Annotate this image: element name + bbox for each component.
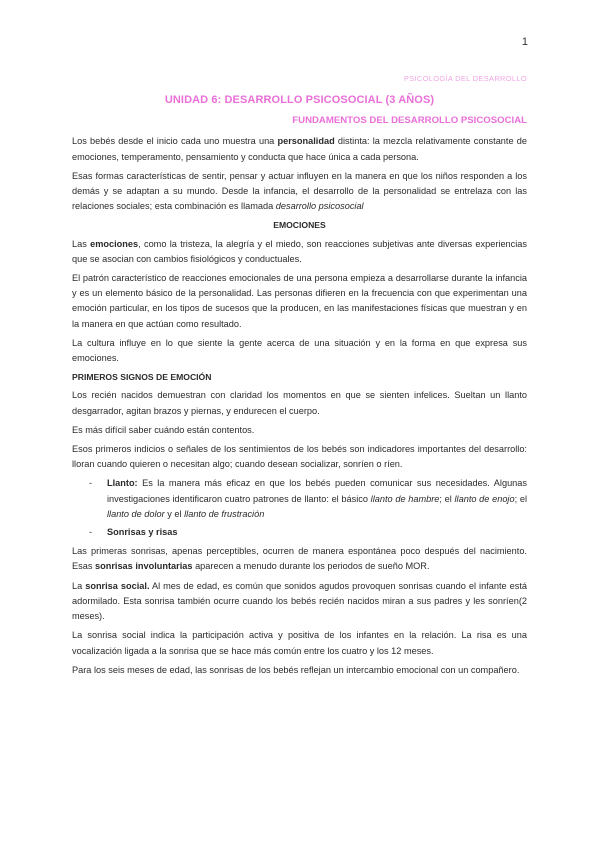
heading-primeros-signos: PRIMEROS SIGNOS DE EMOCIÓN <box>72 372 212 383</box>
paragraph-cultura: La cultura influye en lo que siente la gente acerca de una situación y en la forma en que expresa sus emociones. <box>72 337 527 364</box>
subject-header: PSICOLOGÍA DEL DESARROLLO <box>403 74 527 83</box>
paragraph-patron-emocional: El patrón característico de reacciones emocionales de una persona empieza a desarrollarse durante la infancia y es un elemento básico de la personalidad. Las personas difieren en la frecuencia con que experimentan una emoción particular, en los tipos de sucesos que la producen, en las manifestaciones físicas que muestran y en la manera en que actúan como resultado. <box>72 273 527 329</box>
section-title: FUNDAMENTOS DEL DESARROLLO PSICOSOCIAL <box>292 115 527 127</box>
term-sonrisas-involuntarias: sonrisas involuntarias <box>94 561 193 572</box>
term-sonrisas-risas: Sonrisas y risas <box>107 527 178 538</box>
paragraph-seis-meses: Para los seis meses de edad, las sonrisas de los bebés reflejan un intercambio emocional con un compañero. <box>72 664 520 675</box>
bullet-list <box>72 476 527 540</box>
paragraph-recien-nacidos: Los recién nacidos demuestran con claridad los momentos en que se sienten infelices. Sueltan un llanto desgarrador, agitan brazos y piernas, y endurecen el cuerpo. <box>72 390 527 416</box>
heading-emociones: EMOCIONES <box>273 220 326 231</box>
paragraph-sonrisa-social: La sonrisa social. Al mes de edad, es común que sonidos agudos provoquen sonrisas cuando el infante está adormilado. Esta sonrisa también ocurre cuando los bebés recién nacidos miran a sus padres y les sonríen(2 meses). <box>72 580 527 622</box>
unit-title: UNIDAD 6: DESARROLLO PSICOSOCIAL (3 AÑOS) <box>164 94 435 106</box>
paragraph-participacion: La sonrisa social indica la participación activa y positiva de los infantes en la relación. La risa es una vocalización ligada a la sonrisa que se hace más común entre los cuatro y los 12 meses. <box>72 630 527 656</box>
paragraph-desarrollo-psicosocial: Esas formas características de sentir, pensar y actuar influyen en la manera en que los niños responden a los demás y se adaptan a su mundo. Desde la infancia, el desarrollo de la personalidad se entrelaza con las relaciones sociales; esta combinación es llamada desarrollo psicosocial <box>72 170 527 212</box>
term-personalidad: personalidad <box>277 136 335 147</box>
paragraph-primeras-sonrisas: Las primeras sonrisas, apenas perceptibles, ocurren de manera espontánea poco después del nacimiento. Esas sonrisas involuntarias aparecen a menudo durante los periodos de sueño MOR. <box>72 546 527 572</box>
bullet-sonrisas <box>107 525 527 540</box>
bullet-llanto: - Llanto: Es la manera más eficaz en que los bebés pueden comunicar sus necesidades. Algunas investigaciones identificaron cuatro patrones de llanto: el básico llanto de hambre; el llanto de enojo; el llanto de dolor y el llanto de frustración <box>107 476 527 522</box>
term-desarrollo-psicosocial: desarrollo psicosocial <box>275 201 364 212</box>
document-body <box>72 93 527 682</box>
paragraph-indicios: Esos primeros indicios o señales de los sentimientos de los bebés son indicadores importantes del desarrollo: lloran cuando quieren o necesitan algo; cuando desean socializar, sonríen o ríen. <box>72 444 527 470</box>
paragraph-contentos: Es más difícil saber cuándo están contentos. <box>72 424 255 435</box>
paragraph-personalidad: Los bebés desde el inicio cada uno muestra una personalidad distinta: la mezcla relativamente constante de emociones, temperamento, pensamiento y conducta que hace única a cada persona. <box>72 136 527 162</box>
paragraph-emociones-def: Las emociones, como la tristeza, la alegría y el miedo, son reacciones subjetivas ante diversas experiencias que se asocian con cambios fisiológicos y conductuales. <box>72 238 528 264</box>
term-emociones: emociones <box>90 238 139 249</box>
term-sonrisa-social: sonrisa social. <box>85 580 150 591</box>
term-llanto: Llanto: <box>107 478 138 489</box>
page-number: 1 <box>521 36 528 48</box>
